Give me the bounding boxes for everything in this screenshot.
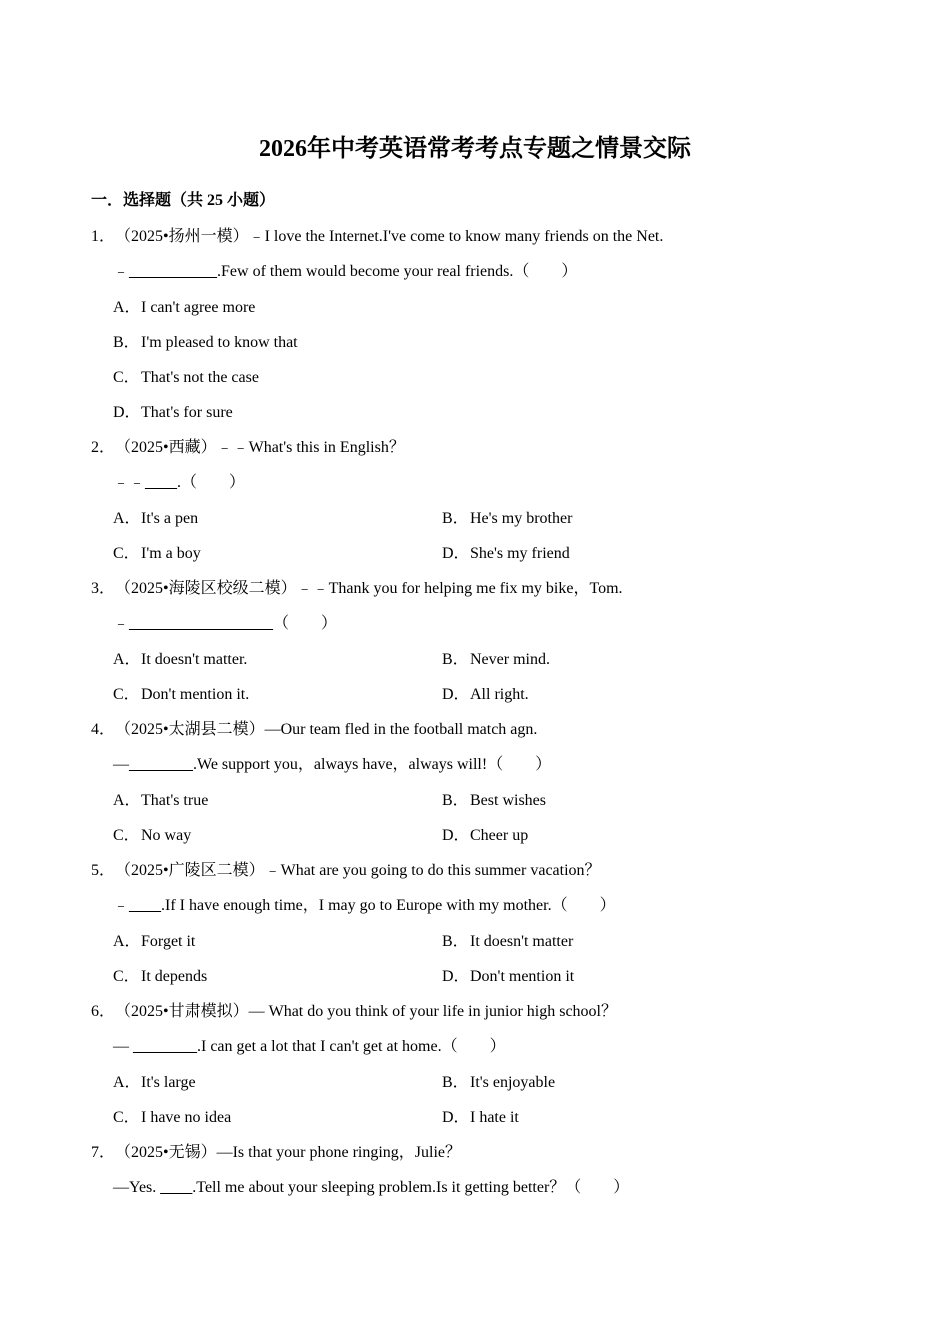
option-d: [442, 543, 570, 565]
option-letter: A．: [113, 651, 141, 668]
option-letter: B．: [442, 933, 469, 950]
option-letter: D．: [442, 545, 470, 562]
option-letter: B．: [442, 651, 469, 668]
option-a: [113, 649, 247, 671]
option-text: I hate it: [470, 1109, 519, 1126]
page-title: 2026年中考英语常考考点专题之情景交际: [259, 136, 691, 162]
section-heading: 一．选择题（共 25 小题）: [91, 192, 276, 209]
option-text: I'm pleased to know that: [141, 334, 298, 351]
option-letter: D．: [442, 968, 470, 985]
reply-text: .（ ）: [177, 474, 246, 491]
answer-blank: ____: [129, 897, 162, 914]
option-c: [113, 966, 207, 988]
option-text: I'm a boy: [141, 545, 201, 562]
option-text: It depends: [141, 968, 208, 985]
reply-prefix: —Yes.: [113, 1179, 161, 1196]
option-letter: A．: [113, 792, 141, 809]
question-number: 1．: [91, 228, 116, 245]
question-3-stem: [91, 578, 623, 600]
question-number: 3．: [91, 580, 116, 597]
option-text: Don't mention it.: [141, 686, 250, 703]
question-2-reply: [113, 472, 245, 494]
option-b: [442, 931, 573, 953]
option-text: That's for sure: [141, 404, 233, 421]
question-number: 2．: [91, 439, 116, 456]
question-1-reply: [113, 261, 577, 283]
option-letter: D．: [442, 1109, 470, 1126]
option-letter: A．: [113, 1074, 141, 1091]
answer-blank: ___________: [129, 263, 218, 280]
reply-text: .We support you，always have，always will!（ ）: [193, 756, 552, 773]
question-5-reply: [113, 895, 616, 917]
option-text: Cheer up: [470, 827, 529, 844]
option-letter: B．: [442, 510, 469, 527]
question-4-stem: [91, 719, 537, 741]
option-letter: C．: [113, 545, 140, 562]
option-text: No way: [141, 827, 192, 844]
question-text: （2025•海陵区校级二模）﹣﹣Thank you for helping me fix my bike，Tom.: [115, 580, 623, 597]
option-d: [442, 1107, 519, 1129]
option-d: [442, 966, 574, 988]
option-text: He's my brother: [470, 510, 573, 527]
question-5-stem: [91, 860, 601, 882]
option-letter: B．: [442, 792, 469, 809]
option-a: [113, 1072, 196, 1094]
question-text: （2025•甘肃模拟）— What do you think of your life in junior high school？: [115, 1003, 618, 1020]
option-c: [113, 825, 191, 847]
answer-blank: ________: [129, 756, 193, 773]
question-text: （2025•扬州一模）﹣I love the Internet.I've come to know many friends on the Net.: [115, 228, 664, 245]
option-letter: C．: [113, 369, 140, 386]
option-text: It's enjoyable: [470, 1074, 556, 1091]
reply-prefix: ﹣: [113, 263, 130, 280]
option-d: [442, 825, 528, 847]
reply-text: .Tell me about your sleeping problem.Is it getting better？（ ）: [192, 1179, 630, 1196]
reply-prefix: ﹣﹣: [113, 474, 146, 491]
question-number: 7．: [91, 1144, 116, 1161]
option-text: Don't mention it: [470, 968, 575, 985]
option-letter: D．: [113, 404, 141, 421]
option-b: [442, 1072, 555, 1094]
option-b: [113, 332, 298, 354]
option-c: [113, 367, 259, 389]
question-text: （2025•太湖县二模）—Our team fled in the football match agn.: [115, 721, 538, 738]
option-c: [113, 684, 249, 706]
question-text: （2025•西藏）﹣﹣What's this in English？: [115, 439, 405, 456]
reply-text: .I can get a lot that I can't get at home.（ ）: [197, 1038, 506, 1055]
option-letter: C．: [113, 968, 140, 985]
question-text: （2025•无锡）—Is that your phone ringing，Julie？: [115, 1144, 462, 1161]
option-letter: C．: [113, 1109, 140, 1126]
option-text: I can't agree more: [141, 299, 256, 316]
option-letter: C．: [113, 827, 140, 844]
question-text: （2025•广陵区二模）﹣What are you going to do this summer vacation？: [115, 862, 601, 879]
option-a: [113, 297, 255, 319]
answer-blank: __________________: [129, 615, 274, 632]
option-b: [442, 508, 572, 530]
option-text: It doesn't matter.: [141, 651, 248, 668]
option-letter: B．: [442, 1074, 469, 1091]
question-number: 5．: [91, 862, 116, 879]
answer-blank: ____: [160, 1179, 193, 1196]
option-b: [442, 790, 546, 812]
answer-blank: ________: [133, 1038, 197, 1055]
option-d: [442, 684, 529, 706]
option-letter: C．: [113, 686, 140, 703]
reply-prefix: ﹣: [113, 897, 130, 914]
option-c: [113, 1107, 231, 1129]
option-letter: A．: [113, 299, 141, 316]
option-a: [113, 790, 208, 812]
option-text: It's a pen: [141, 510, 199, 527]
question-1-stem: [91, 226, 663, 248]
reply-text: .If I have enough time，I may go to Europe with my mother.（ ）: [161, 897, 616, 914]
question-7-reply: [113, 1177, 629, 1199]
reply-text: （ ）: [273, 615, 338, 632]
option-text: It's large: [141, 1074, 196, 1091]
option-text: Forget it: [141, 933, 196, 950]
reply-prefix: ﹣: [113, 615, 130, 632]
option-text: All right.: [470, 686, 529, 703]
option-letter: A．: [113, 510, 141, 527]
question-2-stem: [91, 437, 405, 459]
question-7-stem: [91, 1142, 461, 1164]
option-text: I have no idea: [141, 1109, 232, 1126]
option-a: [113, 931, 195, 953]
option-text: It doesn't matter: [470, 933, 574, 950]
option-text: She's my friend: [470, 545, 570, 562]
option-b: [442, 649, 550, 671]
question-number: 4．: [91, 721, 116, 738]
question-6-reply: [113, 1036, 506, 1058]
option-letter: D．: [442, 827, 470, 844]
option-d: [113, 402, 233, 424]
option-c: [113, 543, 201, 565]
option-letter: A．: [113, 933, 141, 950]
reply-prefix: —: [113, 1038, 133, 1055]
question-4-reply: [113, 754, 551, 776]
question-6-stem: [91, 1001, 617, 1023]
answer-blank: ____: [145, 474, 178, 491]
option-text: Never mind.: [470, 651, 550, 668]
option-text: Best wishes: [470, 792, 546, 809]
question-number: 6．: [91, 1003, 116, 1020]
question-3-reply: [113, 613, 337, 635]
reply-prefix: —: [113, 756, 129, 773]
option-a: [113, 508, 198, 530]
reply-text: .Few of them would become your real friends.（ ）: [217, 263, 578, 280]
option-text: That's true: [141, 792, 209, 809]
option-text: That's not the case: [141, 369, 259, 386]
option-letter: D．: [442, 686, 470, 703]
option-letter: B．: [113, 334, 140, 351]
